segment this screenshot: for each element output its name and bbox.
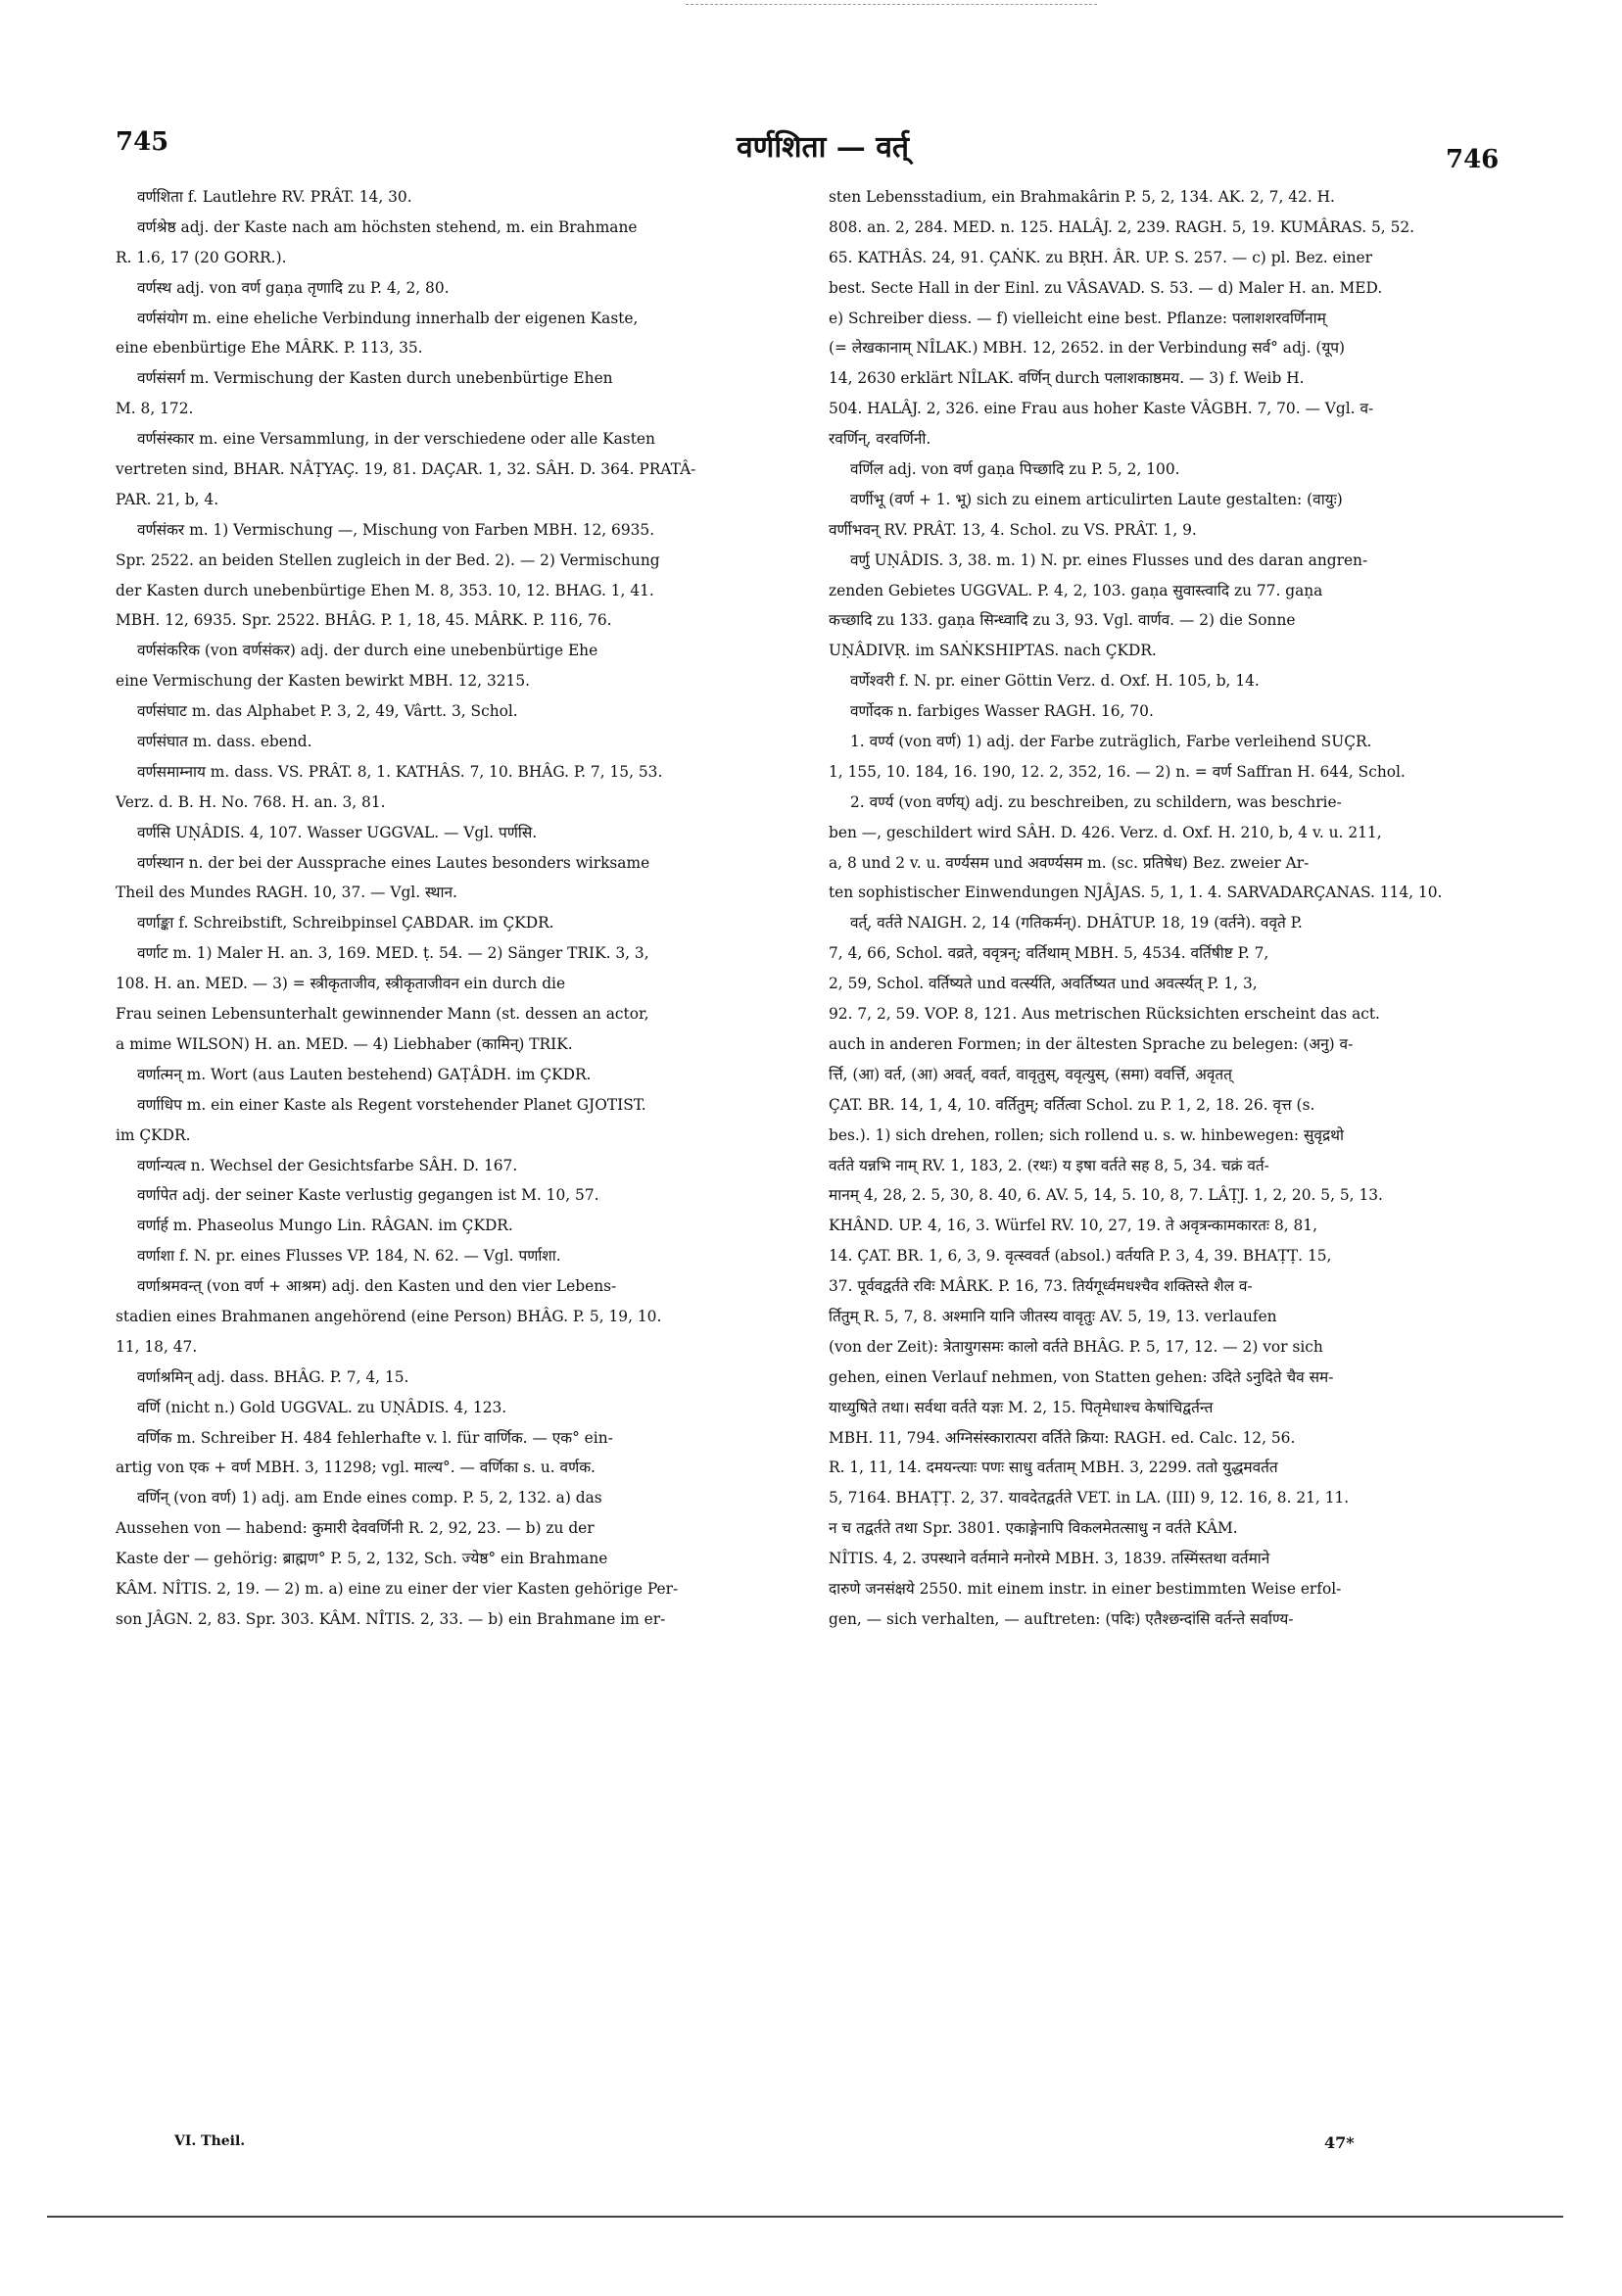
entry-line: NÎTIS. 4, 2. उपस्थाने वर्तमाने मनोरमे MBH. 3, 1839. तस्मिंस्तथा वर्तमाने (829, 1550, 1270, 1568)
entry-line: KÂM. NÎTIS. 2, 19. — 2) m. a) eine zu einer der vier Kasten gehörige Per- (116, 1579, 679, 1598)
entry-line: eine ebenbürtige Ehe MÂRK. P. 113, 35. (116, 339, 423, 358)
entry-line: वर्णाट m. 1) Maler H. an. 3, 169. MED. ṭ. 54. — 2) Sänger TRIK. 3, 3, (137, 944, 649, 963)
entry-line: वर्णश्रेष्ठ adj. der Kaste nach am höchsten stehend, m. ein Brahmane (137, 217, 638, 236)
entry-line: e) Schreiber diess. — f) vielleicht eine best. Pflanze: पलाशशरवर्णिनाम् (829, 309, 1326, 327)
entry-line: र्तितुम् R. 5, 7, 8. अश्मानि यानि जीतस्य वावृतुः AV. 5, 19, 13. verlaufen (829, 1307, 1277, 1325)
page-number-left: 745 (116, 127, 169, 157)
entry-line: वर्णापेत adj. der seiner Kaste verlustig gegangen ist M. 10, 57. (137, 1186, 599, 1205)
entry-line: वर्णस्थान n. der bei der Aussprache eines Lautes besonders wirksame (137, 853, 650, 872)
entry-line: auch in anderen Formen; in der ältesten Sprache zu belegen: (अनु) व- (829, 1034, 1354, 1053)
entry-line: वर्णाङ्का f. Schreibstift, Schreibpinsel ÇABDAR. im ÇKDR. (137, 914, 554, 933)
entry-line: वर्णोदक n. farbiges Wasser RAGH. 16, 70. (850, 702, 1154, 721)
entry-line: artig von एक + वर्ण MBH. 3, 11298; vgl. माल्य°. — वर्णिका s. u. वर्णक. (116, 1459, 596, 1477)
entry-line: वर्णि (nicht n.) Gold UGGVAL. zu UṆÂDIS. 4, 123. (137, 1398, 507, 1416)
right-column (829, 182, 1506, 1635)
entry-line: वर्णसंघात m. dass. ebend. (137, 733, 312, 751)
entry-line: gehen, einen Verlauf nehmen, von Statten gehen: उदिते ऽनुदिते चैव सम- (829, 1367, 1334, 1386)
entry-line: ben —, geschildert wird SÂH. D. 426. Verz. d. Oxf. H. 210, b, 4 v. u. 211, (829, 823, 1382, 841)
entry-line: मानम् 4, 28, 2. 5, 30, 8. 40, 6. AV. 5, 14, 5. 10, 8, 7. LÂṬJ. 1, 2, 20. 5, 5, 13. (829, 1186, 1383, 1205)
entry-line: gen, — sich verhalten, — auftreten: (पदिः) एतैश्छन्दांसि वर्तन्ते सर्वाण्य- (829, 1609, 1294, 1628)
entry-line: (von der Zeit): त्रेतायुगसमः कालो वर्तते BHÂG. P. 5, 17, 12. — 2) vor sich (829, 1337, 1323, 1356)
entry-line: Kaste der — gehörig: ब्राह्मण° P. 5, 2, 132, Sch. ज्येष्ठ° ein Brahmane (116, 1550, 608, 1568)
entry-line: 2. वर्ण्य (von वर्णय्) adj. zu beschreiben, zu schildern, was beschrie- (850, 792, 1342, 811)
entry-line: 108. H. an. MED. — 3) = स्त्रीकृताजीव, स्त्रीकृताजीवन ein durch die (116, 975, 566, 993)
entry-line: वर्णसंघाट m. das Alphabet P. 3, 2, 49, Vârtt. 3, Schol. (137, 702, 518, 721)
entry-line: PAR. 21, b, 4. (116, 490, 219, 508)
entry-line: KHÂND. UP. 4, 16, 3. Würfel RV. 10, 27, 19. ते अवृत्रन्कामकारतः 8, 81, (829, 1217, 1317, 1235)
entry-line: stadien eines Brahmanen angehörend (eine Person) BHÂG. P. 5, 19, 10. (116, 1307, 662, 1325)
entry-line: son JÂGN. 2, 83. Spr. 303. KÂM. NÎTIS. 2, 33. — b) ein Brahmane im er- (116, 1609, 666, 1628)
entry-line: वर्णसमाम्नाय m. dass. VS. PRÂT. 8, 1. KATHÂS. 7, 10. BHÂG. P. 7, 15, 53. (137, 762, 663, 781)
entry-line: 65. KATHÂS. 24, 91. ÇAṄK. zu BṚH. ÂR. UP. S. 257. — c) pl. Bez. einer (829, 248, 1372, 266)
entry-line: 1, 155, 10. 184, 16. 190, 12. 2, 352, 16. — 2) n. = वर्ण Saffran H. 644, Schol. (829, 762, 1406, 781)
entry-line: वर्णेश्वरी f. N. pr. einer Göttin Verz. d. Oxf. H. 105, b, 14. (850, 672, 1260, 691)
entry-line: vertreten sind, BHAR. NÂṬYAÇ. 19, 81. DAÇAR. 1, 32. SÂH. D. 364. PRATÂ- (116, 460, 696, 479)
entry-line: MBH. 12, 6935. Spr. 2522. BHÂG. P. 1, 18, 45. MÂRK. P. 116, 76. (116, 611, 612, 630)
entry-line: वर्णान्यत्व n. Wechsel der Gesichtsfarbe SÂH. D. 167. (137, 1156, 518, 1174)
entry-line: याध्युषिते तथा। सर्वथा वर्तते यज्ञः M. 2, 15. पितृमेधाश्च केषांचिद्वर्तन्त (829, 1398, 1214, 1416)
entry-line: वर्णीभवन् RV. PRÂT. 13, 4. Schol. zu VS. PRÂT. 1, 9. (829, 520, 1197, 539)
entry-line: 5, 7164. BHAṬṬ. 2, 37. यावदेतद्वर्तते VET. in LA. (III) 9, 12. 16, 8. 21, 11. (829, 1489, 1350, 1507)
page-number-right: 746 (1446, 145, 1500, 174)
entry-line: वर्णशिता f. Lautlehre RV. PRÂT. 14, 30. (137, 188, 412, 206)
entry-line: वर्णाशा f. N. pr. eines Flusses VP. 184, N. 62. — Vgl. पर्णाशा. (137, 1247, 561, 1266)
bottom-rule (47, 2216, 1563, 2218)
entry-line: 2, 59, Schol. वर्तिष्यते und वर्त्स्यति, अवर्तिष्यत und अवर्त्स्यत् P. 1, 3, (829, 975, 1258, 993)
entry-line: वर्त्, वर्तते NAIGH. 2, 14 (गतिकर्मन्). DHÂTUP. 18, 19 (वर्तने). ववृते P. (850, 914, 1303, 933)
entry-line: sten Lebensstadium, ein Brahmakârin P. 5, 2, 134. AK. 2, 7, 42. H. (829, 188, 1335, 206)
signature-mark: 47* (1324, 2133, 1355, 2152)
entry-line: Verz. d. B. H. No. 768. H. an. 3, 81. (116, 792, 386, 811)
entry-line: वर्णाधिप m. ein einer Kaste als Regent vorstehender Planet GJOTIST. (137, 1095, 646, 1114)
entry-line: 14. ÇAT. BR. 1, 6, 3, 9. वृत्स्ववर्त (absol.) वर्तयति P. 3, 4, 39. BHAṬṬ. 15, (829, 1247, 1332, 1266)
entry-line: 14, 2630 erklärt NÎLAK. वर्णिन् durch पलाशकाष्ठमय. — 3) f. Weib H. (829, 369, 1305, 388)
entry-line: कच्छादि zu 133. gaṇa सिन्ध्वादि zu 3, 93. Vgl. वार्णव. — 2) die Sonne (829, 611, 1296, 630)
entry-line: Frau seinen Lebensunterhalt gewinnender Mann (st. dessen an actor, (116, 1005, 649, 1024)
entry-line: वर्णस्थ adj. von वर्ण gaṇa तृणादि zu P. 4, 2, 80. (137, 278, 450, 297)
entry-line: वर्णसंकरिक (von वर्णसंकर) adj. der durch eine unebenbürtige Ehe (137, 642, 598, 660)
entry-line: रवर्णिन्, वरवर्णिनी. (829, 430, 931, 449)
entry-line: (= लेखकानाम् NÎLAK.) MBH. 12, 2652. in der Verbindung सर्व° adj. (यूप) (829, 339, 1346, 358)
entry-line: a mime WILSON) H. an. MED. — 4) Liebhaber (कामिन्) TRIK. (116, 1034, 573, 1053)
entry-line: ÇAT. BR. 14, 1, 4, 10. वर्तितुम्; वर्तित्वा Schol. zu P. 1, 2, 18. 26. वृत्त (s. (829, 1095, 1315, 1114)
entry-line: zenden Gebietes UGGVAL. P. 4, 2, 103. gaṇa सुवास्त्वादि zu 77. gaṇa (829, 581, 1323, 599)
entry-line: R. 1.6, 17 (20 GORR.). (116, 248, 287, 266)
entry-line: Spr. 2522. an beiden Stellen zugleich in der Bed. 2). — 2) Vermischung (116, 550, 660, 569)
entry-line: MBH. 11, 794. अग्निसंस्कारात्परा वर्तिते क्रिया: RAGH. ed. Calc. 12, 56. (829, 1428, 1296, 1447)
entry-line: वर्णाश्रमवन्त् (von वर्ण + आश्रम) adj. den Kasten und den vier Lebens- (137, 1277, 617, 1296)
entry-line: न च तद्वर्तते तथा Spr. 3801. एकाङ्गेनापि विकलमेतत्साधु न वर्तते KÂM. (829, 1519, 1238, 1538)
entry-line: der Kasten durch unebenbürtige Ehen M. 8, 353. 10, 12. BHAG. 1, 41. (116, 581, 654, 599)
entry-line: best. Secte Hall in der Einl. zu VÂSAVAD. S. 53. — d) Maler H. an. MED. (829, 278, 1383, 297)
entry-line: bes.). 1) sich drehen, rollen; sich rollend u. s. w. hinbewegen: सुवृद्रथो (829, 1125, 1344, 1144)
entry-line: वर्णिल adj. von वर्ण gaṇa पिच्छादि zu P. 5, 2, 100. (850, 460, 1180, 479)
top-rule (686, 4, 1097, 5)
entry-line: वर्णसंयोग m. eine eheliche Verbindung innerhalb der eigenen Kaste, (137, 309, 639, 327)
entry-line: वर्णिन् (von वर्ण) 1) adj. am Ende eines comp. P. 5, 2, 132. a) das (137, 1489, 602, 1507)
entry-line: वर्णाश्रमिन् adj. dass. BHÂG. P. 7, 4, 15. (137, 1367, 409, 1386)
entry-line: 7, 4, 66, Schol. वव्रते, ववृत्रन्; वर्तिथाम् MBH. 5, 4534. वर्तिषीष्ट P. 7, (829, 944, 1269, 963)
entry-line: वर्णसंस्कार m. eine Versammlung, in der verschiedene oder alle Kasten (137, 430, 655, 449)
entry-line: 92. 7, 2, 59. VOP. 8, 121. Aus metrischen Rücksichten erscheint das act. (829, 1005, 1380, 1024)
entry-line: 808. an. 2, 284. MED. n. 125. HALÂJ. 2, 239. RAGH. 5, 19. KUMÂRAS. 5, 52. (829, 217, 1415, 236)
entry-line: a, 8 und 2 v. u. वर्ण्यसम und अवर्ण्यसम m. (sc. प्रतिषेध) Bez. zweier Ar- (829, 853, 1310, 872)
entry-line: वर्णसंसर्ग m. Vermischung der Kasten durch unebenbürtige Ehen (137, 369, 613, 388)
entry-line: Theil des Mundes RAGH. 10, 37. — Vgl. स्थान. (116, 884, 457, 902)
entry-line: 1. वर्ण्य (von वर्ण) 1) adj. der Farbe zuträglich, Farbe verleihend SUÇR. (850, 733, 1372, 751)
entry-line: im ÇKDR. (116, 1125, 191, 1144)
entry-line: ten sophistischer Einwendungen NJÂJAS. 5, 1, 1. 4. SARVADARÇANAS. 114, 10. (829, 884, 1443, 902)
entry-line: वर्णात्मन् m. Wort (aus Lauten bestehend) GAṬÂDH. im ÇKDR. (137, 1065, 592, 1083)
running-head: वर्णशिता — वर्त् (736, 130, 910, 165)
left-column (116, 182, 791, 1635)
entry-line: वर्तते यन्नभि नाम् RV. 1, 183, 2. (रथः) य इषा वर्तते सह 8, 5, 34. चक्रं वर्त- (829, 1156, 1269, 1174)
entry-line: वर्णीभू (वर्ण + 1. भू) sich zu einem articulirten Laute gestalten: (वायुः) (850, 490, 1343, 508)
entry-line: Aussehen von — habend: कुमारी देववर्णिनी R. 2, 92, 23. — b) zu der (116, 1519, 595, 1538)
entry-line: 504. HALÂJ. 2, 326. eine Frau aus hoher Kaste VÂGBH. 7, 70. — Vgl. व- (829, 400, 1374, 418)
entry-line: वर्णसंकर m. 1) Vermischung —, Mischung von Farben MBH. 12, 6935. (137, 520, 655, 539)
entry-line: वर्णिक m. Schreiber H. 484 fehlerhafte v. l. für वार्णिक. — एक° ein- (137, 1428, 613, 1447)
entry-line: R. 1, 11, 14. दमयन्त्याः पणः साधु वर्तताम् MBH. 3, 2299. ततो युद्धमवर्तत (829, 1459, 1278, 1477)
entry-line: 11, 18, 47. (116, 1337, 198, 1356)
entry-line: UṆÂDIVṚ. im SAṄKSHIPTAS. nach ÇKDR. (829, 642, 1157, 660)
entry-line: M. 8, 172. (116, 400, 194, 418)
entry-line: वर्णार्ह m. Phaseolus Mungo Lin. RÂGAN. im ÇKDR. (137, 1217, 513, 1235)
entry-line: वर्णु UṆÂDIS. 3, 38. m. 1) N. pr. eines Flusses und des daran angren- (850, 550, 1368, 569)
entry-line: र्त्ति, (आ) वर्त, (आ) अवर्त्, ववर्त, वावृतुस्, ववृत्युस्, (समा) ववर्त्ति, अवृतत् (829, 1065, 1232, 1083)
entry-line: दारुणे जनसंक्षये 2550. mit einem instr. in einer bestimmten Weise erfol- (829, 1579, 1342, 1598)
volume-label: VI. Theil. (174, 2133, 246, 2149)
entry-line: वर्णसि UṆÂDIS. 4, 107. Wasser UGGVAL. — Vgl. पर्णसि. (137, 823, 538, 841)
entry-line: 37. पूर्ववद्वर्तते रविः MÂRK. P. 16, 73. तिर्यगूर्ध्वमधश्चैव शक्तिस्ते शैल व- (829, 1277, 1253, 1296)
entry-line: eine Vermischung der Kasten bewirkt MBH. 12, 3215. (116, 672, 531, 691)
